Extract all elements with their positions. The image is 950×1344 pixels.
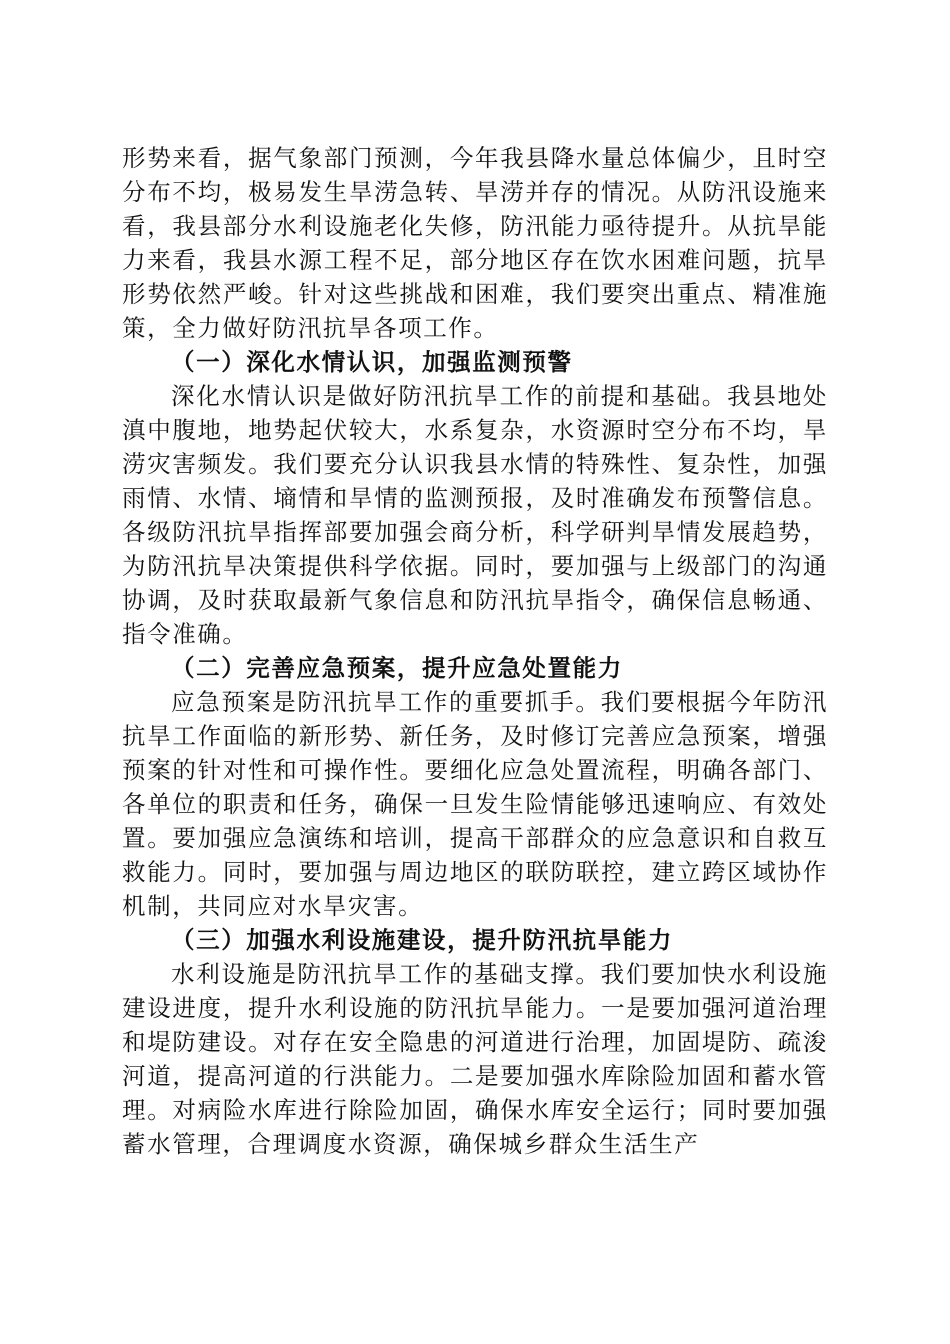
paragraph-section-3: 水利设施是防汛抗旱工作的基础支撑。我们要加快水利设施建设进度，提升水利设施的防汛抗旱能力。一是要加强河道治理和堤防建设。对存在安全隐患的河道进行治理，加固堤防、疏浚河道，提高河道的行洪能力。二是要加强水库除险加固和蓄水管理。对病险水库进行除险加固，确保水库安全运行；同时要加强蓄水管理，合理调度水资源，确保城乡群众生活生产 (122, 960, 828, 1158)
paragraph-section-1: 深化水情认识是做好防汛抗旱工作的前提和基础。我县地处滇中腹地，地势起伏较大，水系复杂，水资源时空分布不均，旱涝灾害频发。我们要充分认识我县水情的特殊性、复杂性，加强雨情、水情、墒情和旱情的监测预报，及时准确发布预警信息。各级防汛抗旱指挥部要加强会商分析，科学研判旱情发展趋势，为防汛抗旱决策提供科学依据。同时，要加强与上级部门的沟通协调，及时获取最新气象信息和防汛抗旱指令，确保信息畅通、指令准确。 (122, 382, 828, 648)
section-heading-2: （二）完善应急预案，提升应急处置能力 (171, 654, 623, 682)
section-heading-1: （一）深化水情认识，加强监测预警 (171, 348, 573, 376)
document-body (122, 141, 828, 1161)
paragraph-section-2: 应急预案是防汛抗旱工作的重要抓手。我们要根据今年防汛抗旱工作面临的新形势、新任务，及时修订完善应急预案，增强预案的针对性和可操作性。要细化应急处置流程，明确各部门、各单位的职责和任务，确保一旦发生险情能够迅速响应、有效处置。要加强应急演练和培训，提高干部群众的应急意识和自救互救能力。同时，要加强与周边地区的联防联控，建立跨区域协作机制，共同应对水旱灾害。 (122, 688, 828, 920)
section-heading-3: （三）加强水利设施建设，提升防汛抗旱能力 (171, 926, 673, 954)
paragraph-intro: 形势来看，据气象部门预测，今年我县降水量总体偏少，且时空分布不均，极易发生旱涝急转、旱涝并存的情况。从防汛设施来看，我县部分水利设施老化失修，防汛能力亟待提升。从抗旱能力来看，我县水源工程不足，部分地区存在饮水困难问题，抗旱形势依然严峻。针对这些挑战和困难，我们要突出重点、精准施策，全力做好防汛抗旱各项工作。 (122, 144, 828, 342)
